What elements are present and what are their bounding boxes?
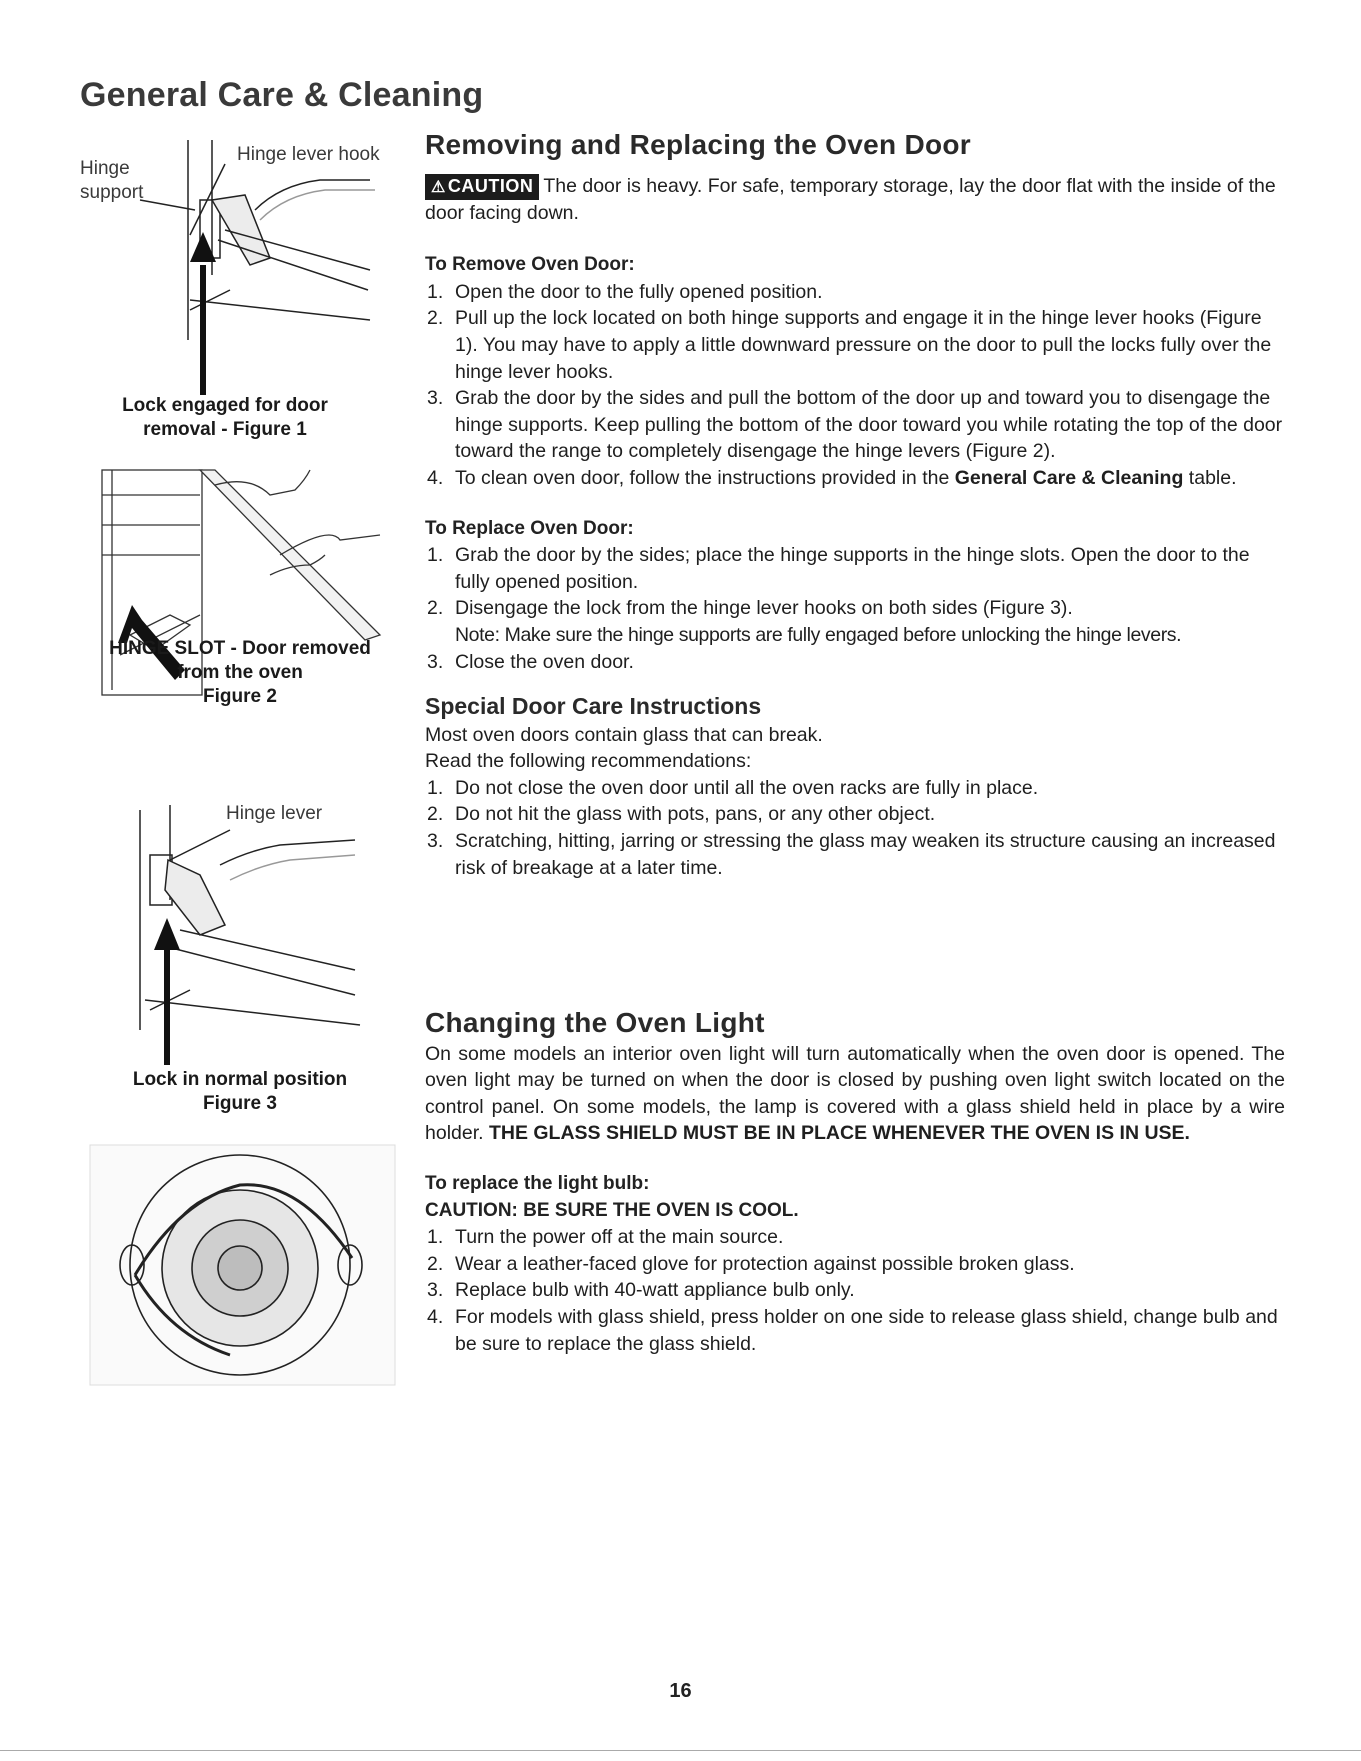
figure-3 xyxy=(80,800,400,1120)
replace-bulb-steps xyxy=(425,1224,1285,1357)
list-item: 1. Open the door to the fully opened position. xyxy=(427,280,823,303)
special-intro-2: Read the following recommendations: xyxy=(425,750,752,773)
oven-light-illustration xyxy=(90,1140,400,1390)
figure-2 xyxy=(80,465,400,775)
list-item: 2. Pull up the lock located on both hinge supports and engage it in the hinge lever hooks (Figure 1). You may have to apply a little downward pressure on the door to pull the locks fully over the hinge lever hooks. xyxy=(427,307,1272,383)
figure-3-caption: Lock in normal position Figure 3 xyxy=(132,1069,348,1114)
figure-1 xyxy=(80,140,400,440)
list-item: 1. Grab the door by the sides; place the hinge supports in the hinge slots. Open the door to the fully opened position. xyxy=(427,544,1250,593)
list-item: 1. Turn the power off at the main source. xyxy=(427,1226,784,1249)
special-door-care-heading: Special Door Care Instructions xyxy=(425,693,762,720)
hinge-lock-engaged-illustration xyxy=(80,140,400,400)
caution-paragraph: ⚠ CAUTION The door is heavy. For safe, temporary storage, lay the door flat with the inside of the door facing down. xyxy=(425,174,1276,224)
warning-triangle-icon: ⚠ xyxy=(431,178,446,196)
list-item: 4. For models with glass shield, press holder on one side to release glass shield, change bulb and be sure to replace the glass shield. xyxy=(427,1305,1278,1355)
hinge-lock-normal-position-illustration xyxy=(80,800,400,1070)
special-care-steps xyxy=(425,775,1285,881)
oven-light-section xyxy=(425,1007,1285,1357)
hinge-support-label-line1: Hinge xyxy=(80,158,130,179)
figure-2-caption: HINGE SLOT - Door removed from the oven Figure 2 xyxy=(109,638,371,707)
list-item: 2. Wear a leather-faced glove for protection against possible broken glass. xyxy=(427,1252,1075,1275)
replace-bulb-title: To replace the light bulb: xyxy=(425,1172,650,1194)
replace-door-steps xyxy=(425,542,1285,675)
list-item: 3. Scratching, hitting, jarring or stressing the glass may weaken its structure causing an increased risk of breakage at a later time. xyxy=(427,830,1276,879)
hinge-support-label-line2: support xyxy=(80,182,144,203)
hinge-lever-label: Hinge lever xyxy=(226,803,323,824)
oven-light-heading: Changing the Oven Light xyxy=(425,1007,765,1038)
list-item: 2. Do not hit the glass with pots, pans, or any other object. xyxy=(427,803,936,826)
replace-note: Note: Make sure the hinge supports are fully engaged before unlocking the hinge levers. xyxy=(455,623,1182,646)
hinge-lever-hook-label: Hinge lever hook xyxy=(237,144,380,165)
general-care-table-reference: General Care & Cleaning xyxy=(954,466,1184,489)
bulb-caution-line: CAUTION: BE SURE THE OVEN IS COOL. xyxy=(425,1199,799,1221)
bottom-divider xyxy=(0,1750,1361,1751)
removing-replacing-heading: Removing and Replacing the Oven Door xyxy=(425,129,971,160)
list-item: 3. Replace bulb with 40-watt appliance bulb only. xyxy=(427,1279,855,1302)
caution-badge: ⚠ CAUTION xyxy=(425,174,539,200)
special-intro-1: Most oven doors contain glass that can break. xyxy=(425,723,823,746)
oven-light-body: On some models an interior oven light will turn automatically when the oven door is opened. The oven light may be turned on when the door is closed by pushing oven light switch located on the control panel. On some models, the lamp is covered with a glass shield held in place by a wire holder. THE GLASS SHIELD MUST BE IN PLACE WHENEVER THE OVEN IS IN USE. xyxy=(425,1042,1285,1145)
removing-replacing-section xyxy=(425,129,1285,881)
page-title: General Care & Cleaning xyxy=(80,76,484,114)
figure-1-caption: Lock engaged for door removal - Figure 1 xyxy=(122,395,328,440)
glass-shield-warning: THE GLASS SHIELD MUST BE IN PLACE WHENEVER THE OVEN IS IN USE. xyxy=(488,1122,1190,1145)
page-number: 16 xyxy=(669,1680,692,1702)
list-item: 4. To clean oven door, follow the instructions provided in the General Care & Cleaning table. xyxy=(427,466,1237,489)
list-item: 1. Do not close the oven door until all the oven racks are fully in place. xyxy=(427,776,1039,799)
remove-door-steps xyxy=(425,279,1285,492)
list-item: 2. Disengage the lock from the hinge lever hooks on both sides (Figure 3). Note: Make sure the hinge supports are fully engaged before unlocking the hinge levers. xyxy=(427,597,1182,646)
remove-door-title: To Remove Oven Door: xyxy=(425,254,635,276)
list-item: 3. Grab the door by the sides and pull the bottom of the door up and toward you to disengage the hinge supports. Keep pulling the bottom of the door toward you while rotating the top of the door toward the range to completely disengage the hinge levers (Figure 2). xyxy=(427,387,1283,463)
replace-door-title: To Replace Oven Door: xyxy=(425,517,634,539)
list-item: 3. Close the oven door. xyxy=(427,650,634,673)
